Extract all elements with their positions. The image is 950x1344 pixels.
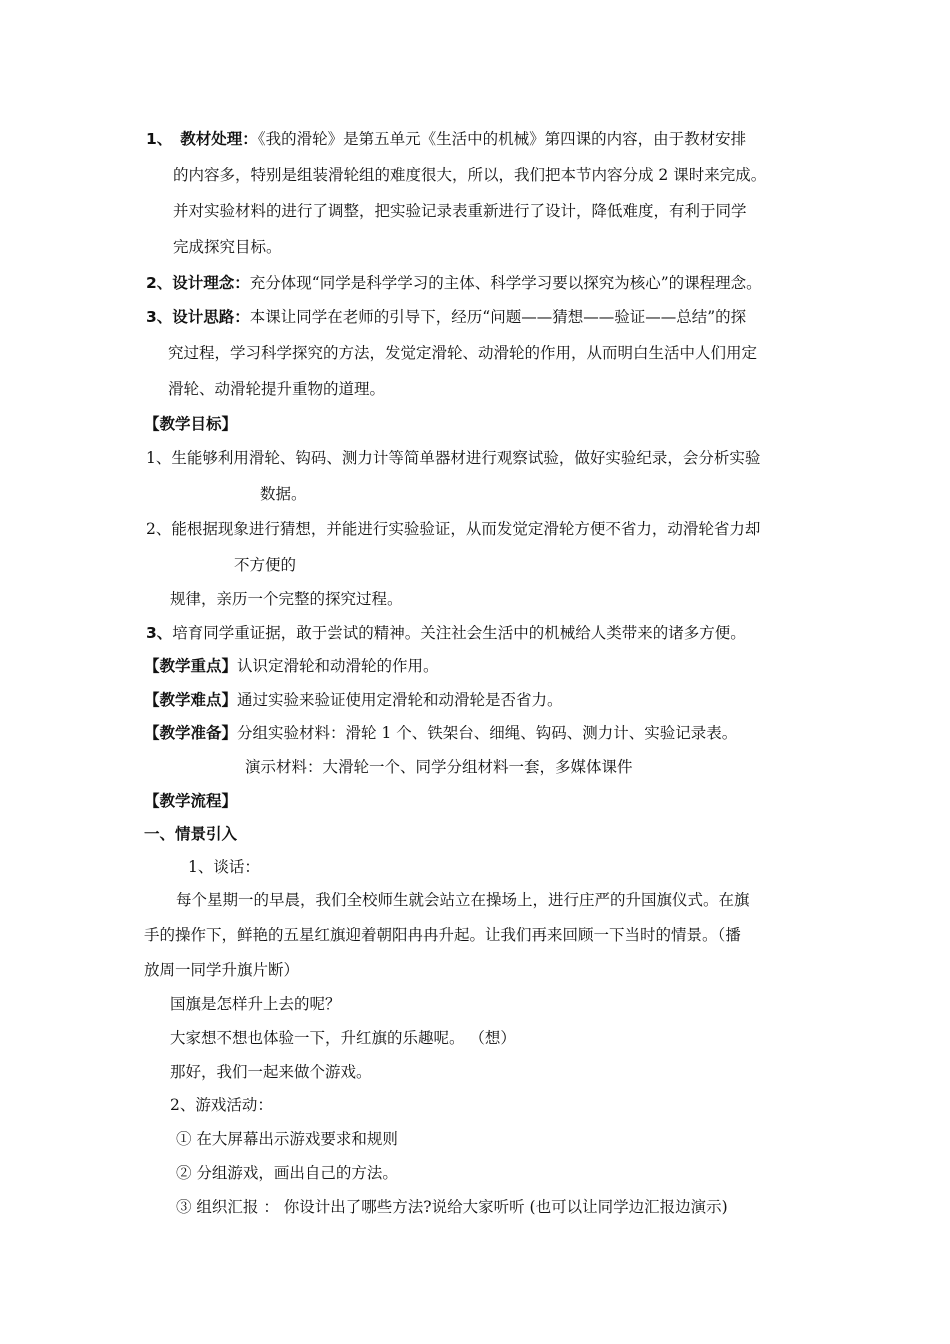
section-1-text-line-3: 并对实验材料的进行了调整，把实验记录表重新进行了设计，降低难度，有利于同学 (173, 202, 747, 220)
difficulty-text: 通过实验来验证使用定滑轮和动滑轮是否省力。 (237, 691, 563, 709)
talk-paragraph-line-1: 每个星期一的早晨，我们全校师生就会站立在操场上，进行庄严的升国旗仪式。在旗 (176, 891, 750, 909)
goal-3-line (146, 622, 746, 644)
talk-title: 1、谈话： (188, 858, 260, 876)
key-point-line (144, 655, 439, 677)
section-3-first-line (146, 306, 746, 328)
talk-paragraph-line-3: 放周一同学升旗片断） (144, 961, 300, 979)
flow-section-1-title: 一、情景引入 (144, 825, 238, 843)
question-line-3: 那好，我们一起来做个游戏。 (170, 1063, 372, 1081)
section-3-text-line-3: 滑轮、动滑轮提升重物的道理。 (168, 380, 386, 398)
talk-paragraph-line-2: 手的操作下，鲜艳的五星红旗迎着朝阳冉冉升起。让我们再来回顾一下当时的情景。（播 (144, 926, 741, 944)
preparation-label: 【教学准备】 (144, 724, 238, 742)
preparation-text-2: 演示材料：大滑轮一个、同学分组材料一套，多媒体课件 (245, 758, 633, 776)
section-1-label: 教材处理： (180, 130, 258, 148)
goal-3-text: 培育同学重证据，敢于尝试的精神。关注社会生活中的机械给人类带来的诸多方便。 (172, 624, 746, 642)
goal-1-line-1: 1、生能够利用滑轮、钩码、测力计等简单器材进行观察试验，做好实验纪录，会分析实验 (146, 449, 761, 467)
section-1-first-line (146, 128, 746, 150)
goal-3-number: 3、 (146, 624, 173, 642)
question-line-2: 大家想不想也体验一下，升红旗的乐趣呢。 （想） (170, 1029, 516, 1047)
section-3-label: 3、设计思路： (146, 308, 250, 326)
section-3-text-line-1: 本课让同学在老师的引导下，经历“问题——猜想——验证——总结”的探 (249, 308, 747, 326)
section-2-line (146, 272, 762, 294)
goal-1-line-2: 数据。 (260, 485, 307, 503)
section-2-label: 2、设计理念： (146, 274, 250, 292)
preparation-text-1: 分组实验材料：滑轮 1 个、铁架台、细绳、钩码、测力计、实验记录表。 (237, 724, 738, 742)
goals-heading: 【教学目标】 (144, 415, 238, 433)
goal-2-line-3: 规律，亲历一个完整的探究过程。 (170, 590, 403, 608)
game-title: 2、游戏活动： (170, 1096, 273, 1114)
section-1-number: 1、 (146, 130, 173, 148)
game-item-1: ① 在大屏幕出示游戏要求和规则 (176, 1130, 398, 1148)
preparation-line-1 (144, 722, 737, 744)
difficulty-line (144, 689, 563, 711)
section-1-text-line-4: 完成探究目标。 (173, 238, 282, 256)
question-line-1: 国旗是怎样升上去的呢？ (170, 995, 341, 1013)
section-1-text-line-2: 的内容多，特别是组装滑轮组的难度很大，所以，我们把本节内容分成 2 课时来完成。 (173, 166, 767, 184)
game-item-3: ③ 组织汇报 ： 你设计出了哪些方法?说给大家听听 (也可以让同学边汇报边演示) (176, 1198, 728, 1216)
goal-2-line-2: 不方便的 (234, 556, 297, 574)
section-3-text-line-2: 究过程，学习科学探究的方法，发觉定滑轮、动滑轮的作用，从而明白生活中人们用定 (168, 344, 758, 362)
flow-heading: 【教学流程】 (144, 792, 238, 810)
key-point-label: 【教学重点】 (144, 657, 238, 675)
game-item-2: ② 分组游戏，画出自己的方法。 (176, 1164, 398, 1182)
section-2-text: 充分体现“同学是科学学习的主体、科学学习要以探究为核心”的课程理念。 (249, 274, 762, 292)
section-1-text-line-1: 《我的滑轮》是第五单元《生活中的机械》第四课的内容，由于教材安排 (257, 130, 747, 148)
goal-2-line-1: 2、能根据现象进行猜想，并能进行实验验证，从而发觉定滑轮方便不省力，动滑轮省力却 (146, 520, 761, 538)
difficulty-label: 【教学难点】 (144, 691, 238, 709)
key-point-text: 认识定滑轮和动滑轮的作用。 (237, 657, 439, 675)
